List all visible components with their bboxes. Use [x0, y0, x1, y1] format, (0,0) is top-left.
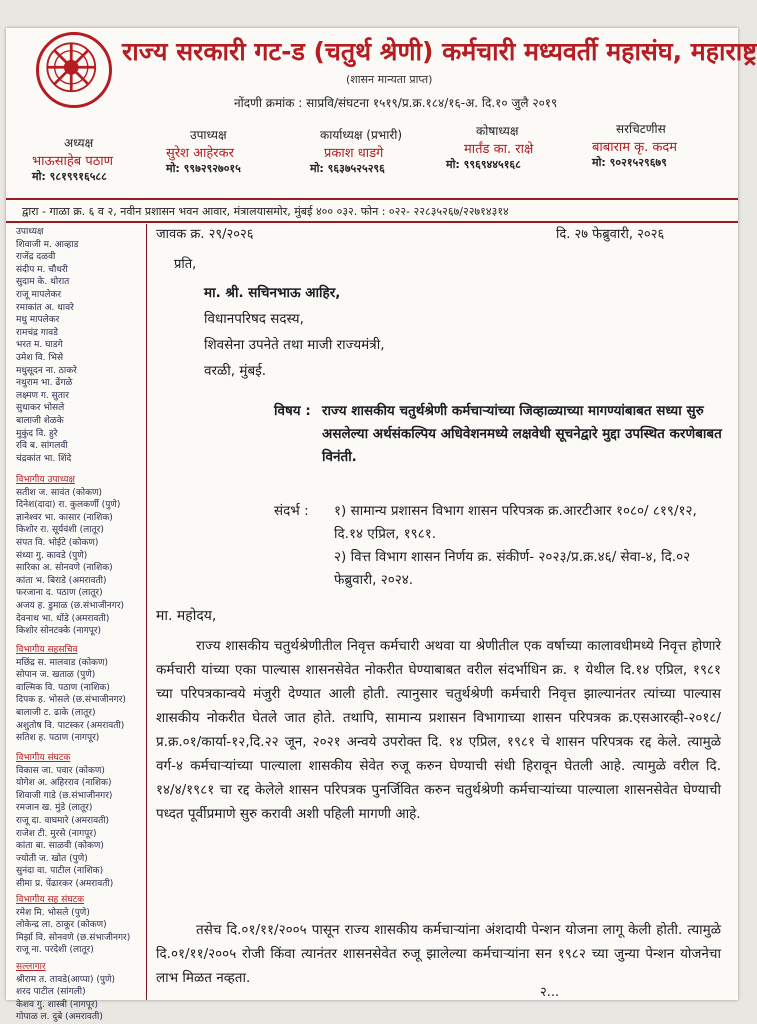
sidebar-line: सुनंदा वा. पाटील (नाशिक): [16, 866, 104, 877]
officer-role: सरचिटणीस: [616, 122, 666, 136]
sidebar-line: संदीप म. चौधरी: [16, 264, 68, 275]
sidebar-line: सतीश ज. सावंत (कोकण): [16, 487, 103, 498]
sidebar-line: मधुसूदन ना. ठाकरे: [16, 365, 77, 376]
sidebar-section-advisors: [16, 961, 144, 1024]
sidebar-line: फरजाना द. पठाण (लातूर): [16, 588, 103, 599]
sidebar-line: श्रीराम त. तावडे(आप्पा) (पुणे): [16, 974, 116, 985]
sidebar-section-vice-presidents: [16, 226, 144, 465]
sidebar-line: रामचंद्र गावडे: [16, 327, 58, 338]
recipient-line: विधानपरिषद सदस्य,: [204, 311, 304, 327]
sidebar-line: मधु मापलेकर: [16, 315, 60, 326]
sidebar-line: रमाकांत अ. धावरे: [16, 302, 74, 313]
sidebar-section-divisional-joint-secretaries: [16, 644, 144, 745]
sidebar-line: मुकुंद वि. हुरे: [16, 428, 58, 439]
sidebar-line: मछिंद्र स. मालवाड (कोकण): [16, 657, 108, 668]
sidebar-line: राजू मापलेकर: [16, 289, 62, 300]
officer-phone: मो: ९६३७५२५२९६: [310, 162, 385, 175]
sidebar-line: लोकेन्द्र ला. ठाकूर (कोकण): [16, 920, 107, 931]
committee-sidebar: [6, 224, 147, 1023]
sidebar-line: सारिका अ. सोनवणे (नाशिक): [16, 563, 113, 574]
salutation: मा. महोदय,: [156, 608, 217, 624]
sidebar-line: अशुतोष वि. पाटस्कर (अमरावती): [16, 720, 125, 731]
sidebar-line: मिर्झा वि. सोनवणे (छ.संभाजीनगर): [16, 932, 131, 943]
recipient-line: वरळी, मुंबई.: [204, 363, 267, 379]
recipient-name: मा. श्री. सचिनभाऊ आहिर,: [204, 285, 341, 301]
sidebar-line: राजेश टी. मुरसे (नागपूर): [16, 828, 97, 839]
sidebar-line: सोपान ज. खताळ (पुणे): [16, 670, 96, 681]
sidebar-heading: विभागीय उपाध्यक्ष: [16, 475, 75, 485]
sidebar-line: उमेश वि. भिसे: [16, 352, 64, 363]
sidebar-section-divisional-organisers: [16, 752, 144, 891]
organization-title: राज्य सरकारी गट-ड (चतुर्थ श्रेणी) कर्मचारी मध्यवर्ती महासंघ, महाराष्ट्र: [122, 37, 757, 66]
sidebar-line: रमजान ख. मुंडे (लातूर): [16, 803, 93, 814]
body-paragraph-2: तसेच दि.०१/११/२००५ पासून राज्य शासकीय कर्मचाऱ्यांना अंशदायी पेन्शन योजना लागू केली होती. त्यामुळे दि.०१/११/२००५ रोजी किंवा त्यानंतर शासनसेवेत रुजू झालेल्या कर्मचाऱ्यांना सन १९८२ च्या जुन्या पेन्शन योजनेचा लाभ मिळत नव्हता.: [156, 921, 721, 986]
registration-number: नोंदणी क्रमांक : साप्रवि/संघटना १५१९/प्र.क्र.१८४/१६-अ. दि.१० जुलै २०१९: [234, 96, 558, 110]
subject-text: राज्य शासकीय चतुर्थश्रेणी कर्मचाऱ्यांच्या जिव्हाळ्याच्या मागण्यांबाबत सध्या सुरु असलेल्या अर्थसंकल्पिय अधिवेशनमध्ये लक्षवेधी सूचनेद्वारे मुद्दा उपस्थित करणेबाबत विनंती.: [322, 403, 722, 465]
sidebar-line: संपत वि. भोईटे (कोकण): [16, 537, 99, 548]
reference-item: २) वित्त विभाग शासन निर्णय क्र. संकीर्ण- २०२३/प्र.क्र.४६/ सेवा-४, दि.०२ फेब्रुवारी, २०२४.: [334, 549, 691, 588]
officer-name: भाऊसाहेब पठाण: [32, 154, 114, 169]
sidebar-line: किशोर सोनटक्के (नागपूर): [16, 626, 102, 637]
body-paragraph-1: राज्य शासकीय चतुर्थश्रेणीतील निवृत्त कर्मचारी अथवा या श्रेणीतील एक वर्षाच्या कालावधीमध्ये निवृत्त होणारे कर्मचारी यांच्या एका पाल्यास शासनसेवेत नोकरीत घेण्याबाबत वरील संदर्भाधिन क्र. १ येथील दि.१४ एप्रिल, १९८१ च्या परिपत्रकान्वये मंजुरी देण्यात आली होती. त्यानुसार चतुर्थश्रेणी कर्मचारी निवृत्त झाल्यानंतर त्यांच्या पाल्यास शासकीय नोकरीत घेतले जात होते. तथापि, सामान्य प्रशासन विभागाच्या शासन परिपत्रक क्र.एसआरव्ही-२०१८/प्र.क्र.०१/कार्या-१२,दि.२२ जून, २०२१ अन्वये उपरोक्त दि. १४ एप्रिल, १९८१ चे शासन परिपत्रक रद्द केले. त्यामुळे वर्ग-४ कर्मचाऱ्यांच्या पाल्याला शासकीय सेवेत रुजू करुन घेण्याची संधी हिरावून घेतली आहे. त्यामुळे वरील दि. १४/४/१९८१ चा रद्द केलेले शासन परिपत्रक पुनर्जिवित करुन चतुर्थश्रेणी कर्मचाऱ्यांच्या पाल्याला शासनसेवेत घेण्याची पध्दत पूर्वीप्रमाणे सुरु करावी अशी पहिली मागणी आहे.: [156, 637, 721, 822]
sidebar-heading: सल्लागार: [16, 962, 46, 972]
officer-general-secretary: [592, 120, 677, 170]
sidebar-line: ज्ञानेश्वर भा. कासार (नाशिक): [16, 512, 113, 523]
sidebar-line: केशव गु. शास्त्री (नागपूर): [16, 999, 99, 1010]
sidebar-line: देवनाथ भा. धोंडे (अमरावती): [16, 613, 110, 624]
sidebar-line: राजेंद्र दळवी: [16, 252, 56, 263]
officer-role: उपाध्यक्ष: [190, 128, 227, 142]
sidebar-line: योगेश अ. अहिरराव (नाशिक): [16, 778, 112, 789]
officer-role: कोषाध्यक्ष: [476, 124, 519, 138]
outward-number: जावक क्र. २९/२०२६: [156, 227, 254, 242]
sidebar-line: गोपाळ ल. दुबे (अमरावती): [16, 1012, 103, 1023]
sidebar-line: वाल्मिक वि. पठाण (नाशिक): [16, 682, 110, 693]
wheel-emblem-icon: [39, 35, 109, 105]
sidebar-line: सतिश ह. पठाण (नागपूर): [16, 733, 100, 744]
sidebar-line: शिवाजी गाडे (छ.संभाजीनगर): [16, 790, 113, 801]
officer-role: कार्याध्यक्ष (प्रभारी): [320, 128, 403, 142]
sidebar-line: राजू दा. वाघमारे (अमरावती): [16, 815, 110, 826]
to-label: प्रति,: [174, 257, 197, 272]
officer-role: अध्यक्ष: [64, 136, 94, 150]
sidebar-line: लक्ष्मण ग. सुतार: [16, 390, 69, 401]
officer-vice-president: [166, 126, 241, 176]
sidebar-line: सुधाकर भोसले: [16, 403, 65, 414]
officer-name: प्रकाश धाडगे: [324, 146, 384, 161]
union-logo: [36, 32, 112, 108]
sidebar-line: किशोर रा. सूर्यवंशी (लातूर): [16, 525, 104, 536]
sidebar-heading: विभागीय संघटक: [16, 753, 71, 763]
sidebar-line: सीमा प्र. पेंढारकर (अमरावती): [16, 878, 114, 889]
header-divider-top: [6, 198, 738, 200]
officer-name: सुरेश आहेरकर: [166, 146, 234, 161]
sidebar-heading: विभागीय सह संघटक: [16, 895, 85, 905]
continued-page-marker: २...: [540, 985, 560, 1000]
recipient-address: [204, 280, 385, 384]
header-divider-bottom: [6, 221, 738, 223]
sidebar-line: रमेश मि. भोसले (पुणे): [16, 907, 90, 918]
office-bearers: [6, 120, 738, 194]
sidebar-line: कांता भ. बिराडे (अमरावती): [16, 575, 107, 586]
office-address: द्वारा - गाळा क्र. ६ व २, नवीन प्रशासन भवन आवार, मंत्रालयासमोर, मुंबई ४०० ०३२. फोन : ०२२- २२८३५२६७/२२७१४३१४: [22, 205, 509, 218]
officer-phone: मो: ९९७२९२७०१५: [166, 162, 241, 175]
reference-item: १) सामान्य प्रशासन विभाग शासन परिपत्रक क्र.आरटीआर १०८०/ ८१९/१२, दि.१४ एप्रिल, १९८१.: [334, 503, 697, 542]
sidebar-line: सुदाम के. थोरात: [16, 277, 70, 288]
sidebar-line: ज्योती ज. खोत (पुणे): [16, 853, 88, 864]
officer-name: बाबाराम कृ. कदम: [592, 140, 678, 155]
sidebar-line: बालाजी शेळके: [16, 415, 64, 426]
sidebar-line: कांता बा. साळवी (कोकण): [16, 841, 104, 852]
officer-president: [32, 134, 113, 184]
sidebar-line: शरद पाटील (सांगली): [16, 987, 86, 998]
sidebar-line: शिवाजी म. आव्हाड: [16, 239, 79, 250]
sidebar-line: चंद्रकांत भा. शिंदे: [16, 453, 72, 464]
officer-phone: मो: ९९६९४४५१६८: [446, 158, 521, 171]
sidebar-line: दिपक ह. भोसले (छ.संभाजीनगर): [16, 695, 126, 706]
officer-phone: मो: ९०२१५२९६७९: [592, 156, 667, 169]
sidebar-line: अजय ह. डुमाळ (छ.संभाजीनगर): [16, 600, 125, 611]
letter-page: [6, 28, 757, 1023]
sidebar-line: बालाजी ट. ढाके (लातूर): [16, 707, 96, 718]
recognition-note: (शासन मान्यता प्राप्त): [346, 73, 433, 86]
sidebar-line: नथुराम भा. ढेंगळे: [16, 378, 73, 389]
sidebar-line: विकास जा. पवार (कोकण): [16, 765, 105, 776]
letter-date: दि. २७ फेब्रुवारी, २०२६: [556, 227, 665, 242]
recipient-line: शिवसेना उपनेते तथा माजी राज्यमंत्री,: [204, 337, 385, 353]
sidebar-section-divisional-co-organisers: [16, 894, 144, 957]
references-label: संदर्भ :: [274, 503, 309, 519]
officer-treasurer: [446, 122, 533, 172]
sidebar-section-divisional-vice-presidents: [16, 474, 144, 638]
sidebar-line: दिनेश(दादा) रा. कुलकर्णी (पुणे): [16, 500, 121, 511]
sidebar-line: भरत म. घाडगे: [16, 340, 63, 351]
sidebar-line: रवि ब. सांगलवी: [16, 441, 68, 452]
officer-name: मार्तंड का. राक्षे: [464, 142, 534, 157]
officer-working-president: [310, 126, 402, 176]
subject-label: विषय :: [274, 403, 311, 419]
sidebar-line: उपाध्यक्ष: [16, 227, 44, 237]
officer-phone: मो: ९८१९९१६५८८: [32, 170, 107, 183]
sidebar-line: राजू ना. परदेशी (लातूर): [16, 945, 94, 956]
sidebar-heading: विभागीय सहसचिव: [16, 645, 78, 655]
sidebar-line: संध्या गु. कावडे (पुणे): [16, 550, 88, 561]
